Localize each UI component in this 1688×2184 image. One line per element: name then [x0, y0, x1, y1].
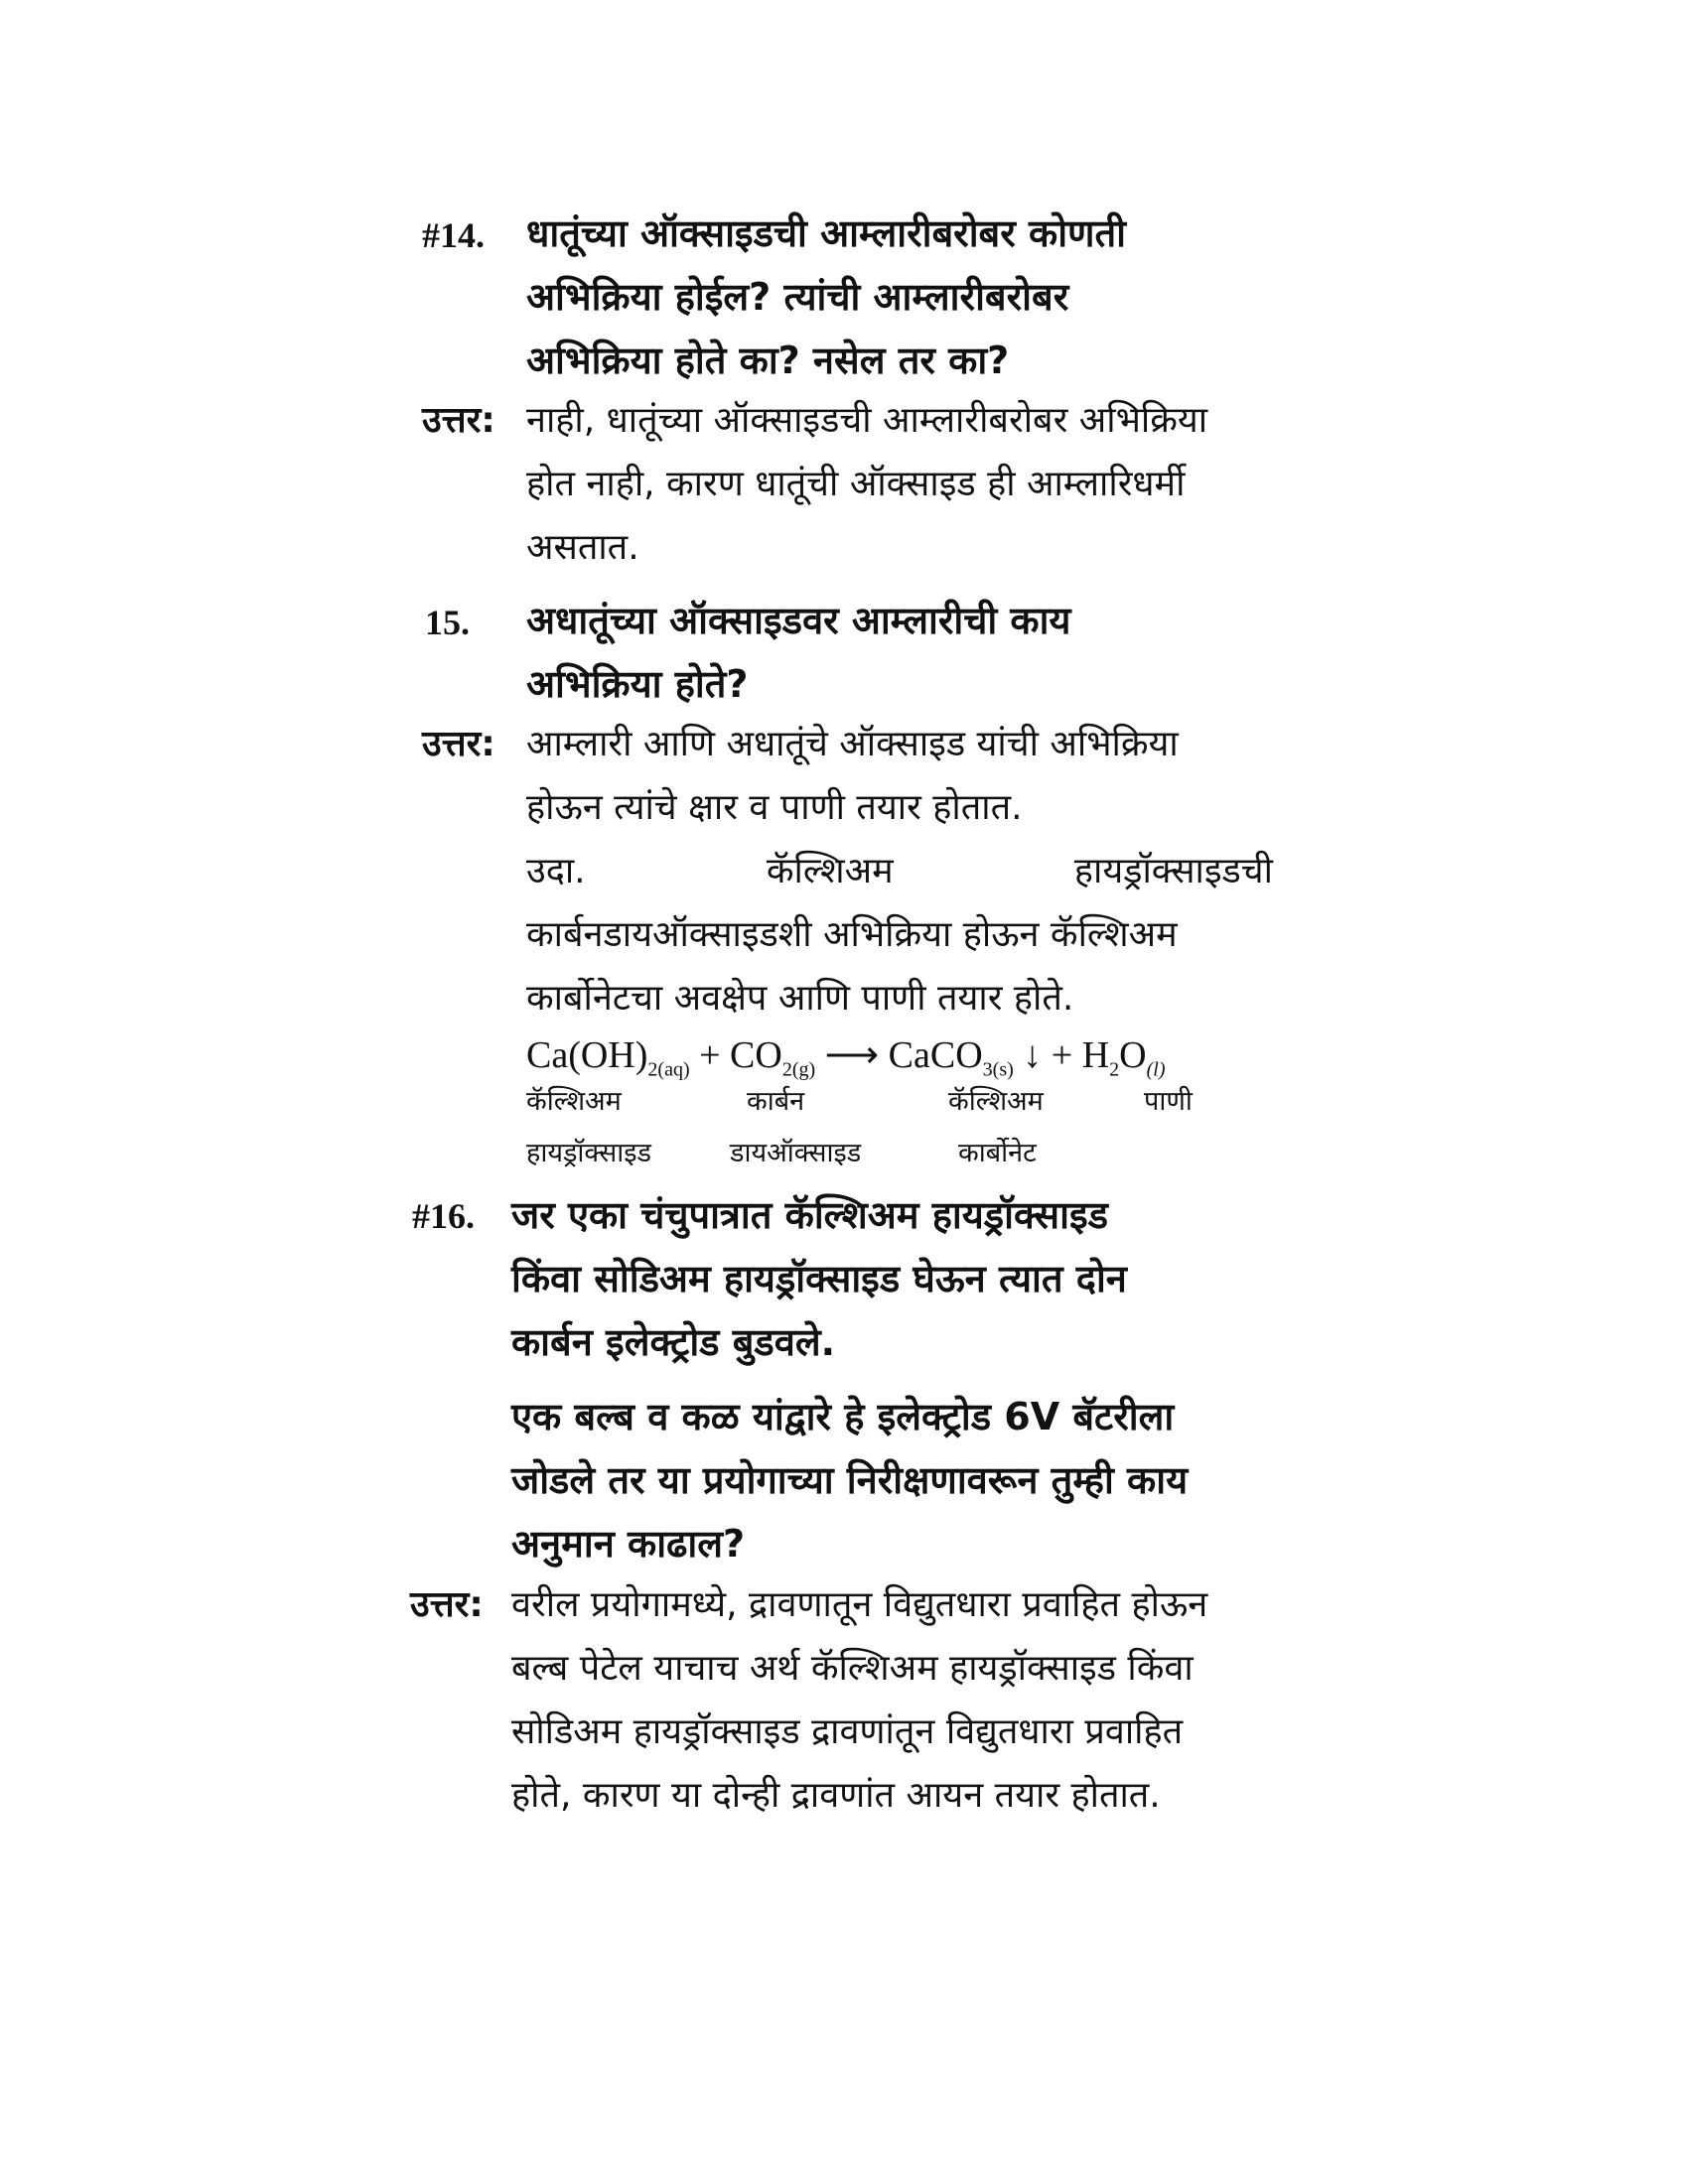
label-product-1: कॅल्शिअम	[948, 1086, 1044, 1117]
answer-line: नाही, धातूंच्या ऑक्साइडची आम्लारीबरोबर अभिक्रिया	[526, 400, 1208, 441]
chemical-equation: $Ca(OH)_{2(aq)} + CO_{2(g)}$ ⟶ CaCO$_{3(s)}$ ↓ + $H_2O_{(l)}$	[526, 1034, 1166, 1081]
answer-line: वरील प्रयोगामध्ये, द्रावणातून विद्युतधारा प्रवाहित होऊन	[511, 1584, 1208, 1625]
answer-line: होऊन त्यांचे क्षार व पाणी तयार होतात.	[526, 787, 1023, 828]
question-line: अभिक्रिया होते?	[526, 662, 749, 706]
answer-line: सोडिअम हायड्रॉक्साइड द्रावणांतून विद्युतधारा प्रवाहित	[511, 1711, 1184, 1752]
question-line: जर एका चंचुपात्रात कॅल्शिअम हायड्रॉक्साइड	[511, 1193, 1108, 1237]
question-line: धातूंच्या ऑक्साइडची आम्लारीबरोबर कोणती	[526, 211, 1127, 255]
reaction-arrow: ⟶	[824, 1034, 880, 1076]
equation-labels	[0, 1077, 1688, 1186]
label-reactant-1: कॅल्शिअम	[526, 1086, 622, 1117]
question-line: कार्बन इलेक्ट्रोड बुडवले.	[511, 1320, 836, 1364]
label-reactant-2: कार्बन	[747, 1086, 805, 1117]
example-line: उदा. कॅल्शिअम हायड्रॉक्साइडची	[526, 851, 1273, 891]
question-line: अभिक्रिया होईल? त्यांची आम्लारीबरोबर	[526, 275, 1069, 319]
question-line: अनुमान काढाल?	[511, 1522, 746, 1566]
question-line: अधातूंच्या ऑक्साइडवर आम्लारीची काय	[526, 599, 1071, 642]
answer-label: उत्तर:	[422, 400, 495, 441]
question-line: एक बल्ब व कळ यांद्वारे हे इलेक्ट्रोड 6V बॅटरीला	[511, 1395, 1175, 1438]
label-reactant-1: हायड्रॉक्साइड	[526, 1138, 651, 1168]
label-reactant-2: डायऑक्साइड	[730, 1138, 862, 1168]
label-product-2: पाणी	[1144, 1086, 1193, 1117]
answer-line: बल्ब पेटेल याचाच अर्थ कॅल्शिअम हायड्रॉक्साइड किंवा	[511, 1648, 1194, 1689]
precipitate-arrow-icon: ↓	[1023, 1034, 1043, 1076]
answer-line: होते, कारण या दोन्ही द्रावणांत आयन तयार होतात.	[511, 1775, 1161, 1816]
question-line: जोडले तर या प्रयोगाच्या निरीक्षणावरून तुम्ही काय	[511, 1458, 1189, 1502]
question-number: #14.	[422, 215, 485, 255]
answer-line: होत नाही, कारण धातूंची ऑक्साइड ही आम्लारिधर्मी	[526, 464, 1186, 504]
question-line: किंवा सोडिअम हायड्रॉक्साइड घेऊन त्यात दोन	[511, 1257, 1127, 1300]
question-number: #16.	[412, 1196, 475, 1236]
label-product-1: कार्बोनेट	[958, 1138, 1037, 1168]
question-number: 15.	[425, 603, 470, 642]
example-line: कार्बोनेटचा अवक्षेप आणि पाणी तयार होते.	[526, 978, 1074, 1019]
answer-label: उत्तर:	[422, 724, 495, 764]
example-line: कार्बनडायऑक्साइडशी अभिक्रिया होऊन कॅल्शिअम	[526, 914, 1178, 955]
answer-line: असतात.	[526, 527, 639, 568]
question-line: अभिक्रिया होते का? नसेल तर का?	[526, 339, 1010, 382]
answer-label: उत्तर:	[410, 1584, 484, 1625]
answer-line: आम्लारी आणि अधातूंचे ऑक्साइड यांची अभिक्रिया	[526, 724, 1179, 764]
